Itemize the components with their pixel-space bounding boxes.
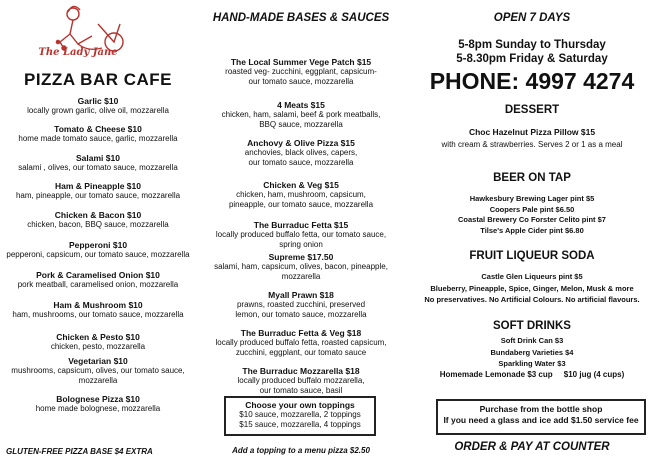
menu-item [0,240,196,260]
bottle-shop-line: Purchase from the bottle shop [479,404,603,414]
menu-item-desc: salami , olives, our tomato sauce, mozzarella [18,163,178,172]
menu-item [198,100,404,129]
menu-item-name: Ham & Mushroom $10 [53,300,143,310]
lemonade-jug-price: $10 jug (4 cups) [563,370,625,379]
menu-item [198,366,404,395]
bottle-shop-box [436,399,646,435]
menu-item [0,300,196,320]
menu-item-desc: chicken, ham, mushroom, capsicum, [236,190,366,199]
menu-item-name: 4 Meats $15 [277,100,325,110]
phone-number: PHONE: 4997 4274 [429,68,635,94]
toppings-box [224,396,376,436]
toppings-line: $15 sauce, mozzarella, 4 toppings [239,419,361,429]
hours-weekday: 5-8pm Sunday to Thursday [458,39,606,51]
menu-item [198,290,404,319]
menu-item-name: Bolognese Pizza $10 [56,394,140,404]
menu-item-desc: locally grown garlic, olive oil, mozzarella [27,106,169,115]
open-days: OPEN 7 DAYS [493,12,571,24]
soda-heading: FRUIT LIQUEUR SODA [469,250,595,262]
soda-line: No preservatives. No Artificial Colours. No artificial flavours. [424,295,640,304]
menu-item-desc: locally produced buffalo fetta, our tomato sauce, [215,230,387,239]
menu-item-desc: chicken, ham, salami, beef & pork meatballs, [221,110,381,119]
beer-item: Tilse's Apple Cider pint $6.80 [480,225,584,235]
menu-item [198,180,404,209]
left-column [0,0,196,460]
menu-item-name: Supreme $17.50 [268,252,334,262]
add-topping-note: Add a topping to a menu pizza $2.50 [232,446,370,455]
opening-hours [412,38,652,66]
beer-item: Hawkesbury Brewing Lager pint $5 [469,194,595,203]
menu-item-desc: spring onion [279,239,323,249]
menu-item-desc: zucchini, eggplant, our tomato sauce [235,347,367,357]
menu-item [0,356,196,385]
menu-item-desc: locally produced buffalo fetta, roasted capsicum, [215,338,387,347]
menu-item [198,328,404,357]
beer-item: Coopers Pale pint $6.50 [489,204,575,214]
dessert-name: Choc Hazelnut Pizza Pillow $15 [468,127,596,137]
menu-item [198,57,404,86]
soda-line: Castle Glen Liqueurs pint $5 [481,272,583,281]
toppings-line: $10 sauce, mozzarella, 2 toppings [239,410,361,419]
menu-item-name: Chicken & Bacon $10 [54,210,142,220]
menu-item-desc: lemon, our tomato sauce, mozzarella [235,309,367,319]
menu-item-name: The Burraduc Fetta $15 [253,220,349,230]
lemonade-price: Homemade Lemonade $3 cup [439,370,553,379]
menu-item-name: Garlic $10 [77,96,119,106]
menu-item-desc: home made bolognese, mozzarella [35,404,161,413]
order-pay-counter: ORDER & PAY AT COUNTER [454,441,610,453]
menu-item [0,270,196,290]
soda-line: Blueberry, Pineapple, Spice, Ginger, Melon, Musk & more [430,283,634,293]
menu-item-desc: prawns, roasted zucchini, preserved [236,300,366,309]
right-column [412,0,652,460]
menu-item-desc: our tomato sauce, basil [259,385,343,395]
menu-item-desc: BBQ sauce, mozzarella [259,119,343,129]
menu-item [0,124,196,144]
dessert-desc: with cream & strawberries. Serves 2 or 1 as a meal [441,140,623,149]
brand-title: PIZZA BAR CAFE [23,70,173,89]
soft-drinks-list [412,335,652,370]
menu-item-desc: mushrooms, capsicum, olives, our tomato sauce, [11,366,185,375]
menu-item-desc: our tomato sauce, mozzarella [248,76,354,86]
menu-item-name: The Local Summer Vege Patch $15 [230,57,372,67]
middle-column [198,0,404,460]
menu-item-name: Vegetarian $10 [68,356,128,366]
beer-heading: BEER ON TAP [493,172,571,184]
menu-item-desc: ham, pineapple, our tomato sauce, mozzarella [15,191,181,200]
menu-item-name: Ham & Pineapple $10 [55,181,141,191]
soda-list [412,271,652,306]
menu-item-name: Salami $10 [76,153,120,163]
menu-item-desc: our tomato sauce, mozzarella [248,157,354,167]
menu-item-desc: pineapple, our tomato sauce, mozzarella [228,199,374,209]
service-fee-line: If you need a glass and ice add $1.50 service fee [443,415,639,425]
menu-item [198,220,404,249]
hours-weekend: 5-8.30pm Friday & Saturday [456,53,608,65]
menu-item [198,138,404,167]
menu-item [0,394,196,414]
dessert-heading: DESSERT [504,104,560,116]
soft-drinks-heading: SOFT DRINKS [493,320,571,332]
soft-drink-item: Sparkling Water $3 [498,359,566,368]
menu-item-desc: mozzarella [78,375,118,385]
gluten-free-note: GLUTEN-FREE PIZZA BASE $4 EXTRA [6,447,153,456]
menu-item [0,210,196,230]
menu-item [198,252,404,281]
menu-item-name: Anchovy & Olive Pizza $15 [247,138,355,148]
menu-item-desc: pepperoni, capsicum, our tomato sauce, mozzarella [6,250,190,259]
menu-item-desc: ham, mushrooms, our tomato sauce, mozzarella [12,310,184,319]
menu-item-name: Myall Prawn $18 [268,290,334,300]
lady-jane-logo [28,4,148,68]
menu-item-name: Chicken & Veg $15 [263,180,339,190]
menu-item-desc: chicken, pesto, mozzarella [50,342,146,351]
menu-item [0,181,196,201]
menu-item-name: Pepperoni $10 [68,240,128,250]
soft-drink-item: Soft Drink Can $3 [500,336,564,345]
bases-sauces-header: HAND-MADE BASES & SAUCES [212,12,390,24]
beer-list [412,194,652,236]
menu-item-name: The Burraduc Mozzarella $18 [242,366,360,376]
menu-item [0,96,196,116]
menu-item-name: Tomato & Cheese $10 [54,124,142,134]
menu-item-desc: chicken, bacon, BBQ sauce, mozzarella [27,220,169,229]
menu-item-desc: roasted veg- zucchini, eggplant, capsicum- [225,67,377,76]
menu-item-desc: anchovies, black olives, capers, [244,148,358,157]
soft-drink-item: Bundaberg Varieties $4 [490,347,574,357]
menu-item [0,153,196,173]
menu-item-desc: locally produced buffalo mozzarella, [237,376,365,385]
menu-item-desc: mozzarella [281,271,321,281]
menu-item-desc: salami, ham, capsicum, olives, bacon, pineapple, [214,262,388,271]
menu-item [0,332,196,352]
menu-item-name: Chicken & Pesto $10 [56,332,140,342]
menu-item-name: Pork & Caramelised Onion $10 [36,270,160,280]
logo-script: The Lady Jane [38,47,118,58]
menu-item-desc: pork meatball, caramelised onion, mozzarella [17,280,179,289]
beer-item: Coastal Brewery Co Forster Celito pint $7 [458,215,606,224]
toppings-title: Choose your own toppings [245,400,355,410]
menu-item-name: The Burraduc Fetta & Veg $18 [240,328,362,338]
menu-item-desc: home made tomato sauce, garlic, mozzarella [18,134,178,143]
lemonade-line [412,370,652,380]
